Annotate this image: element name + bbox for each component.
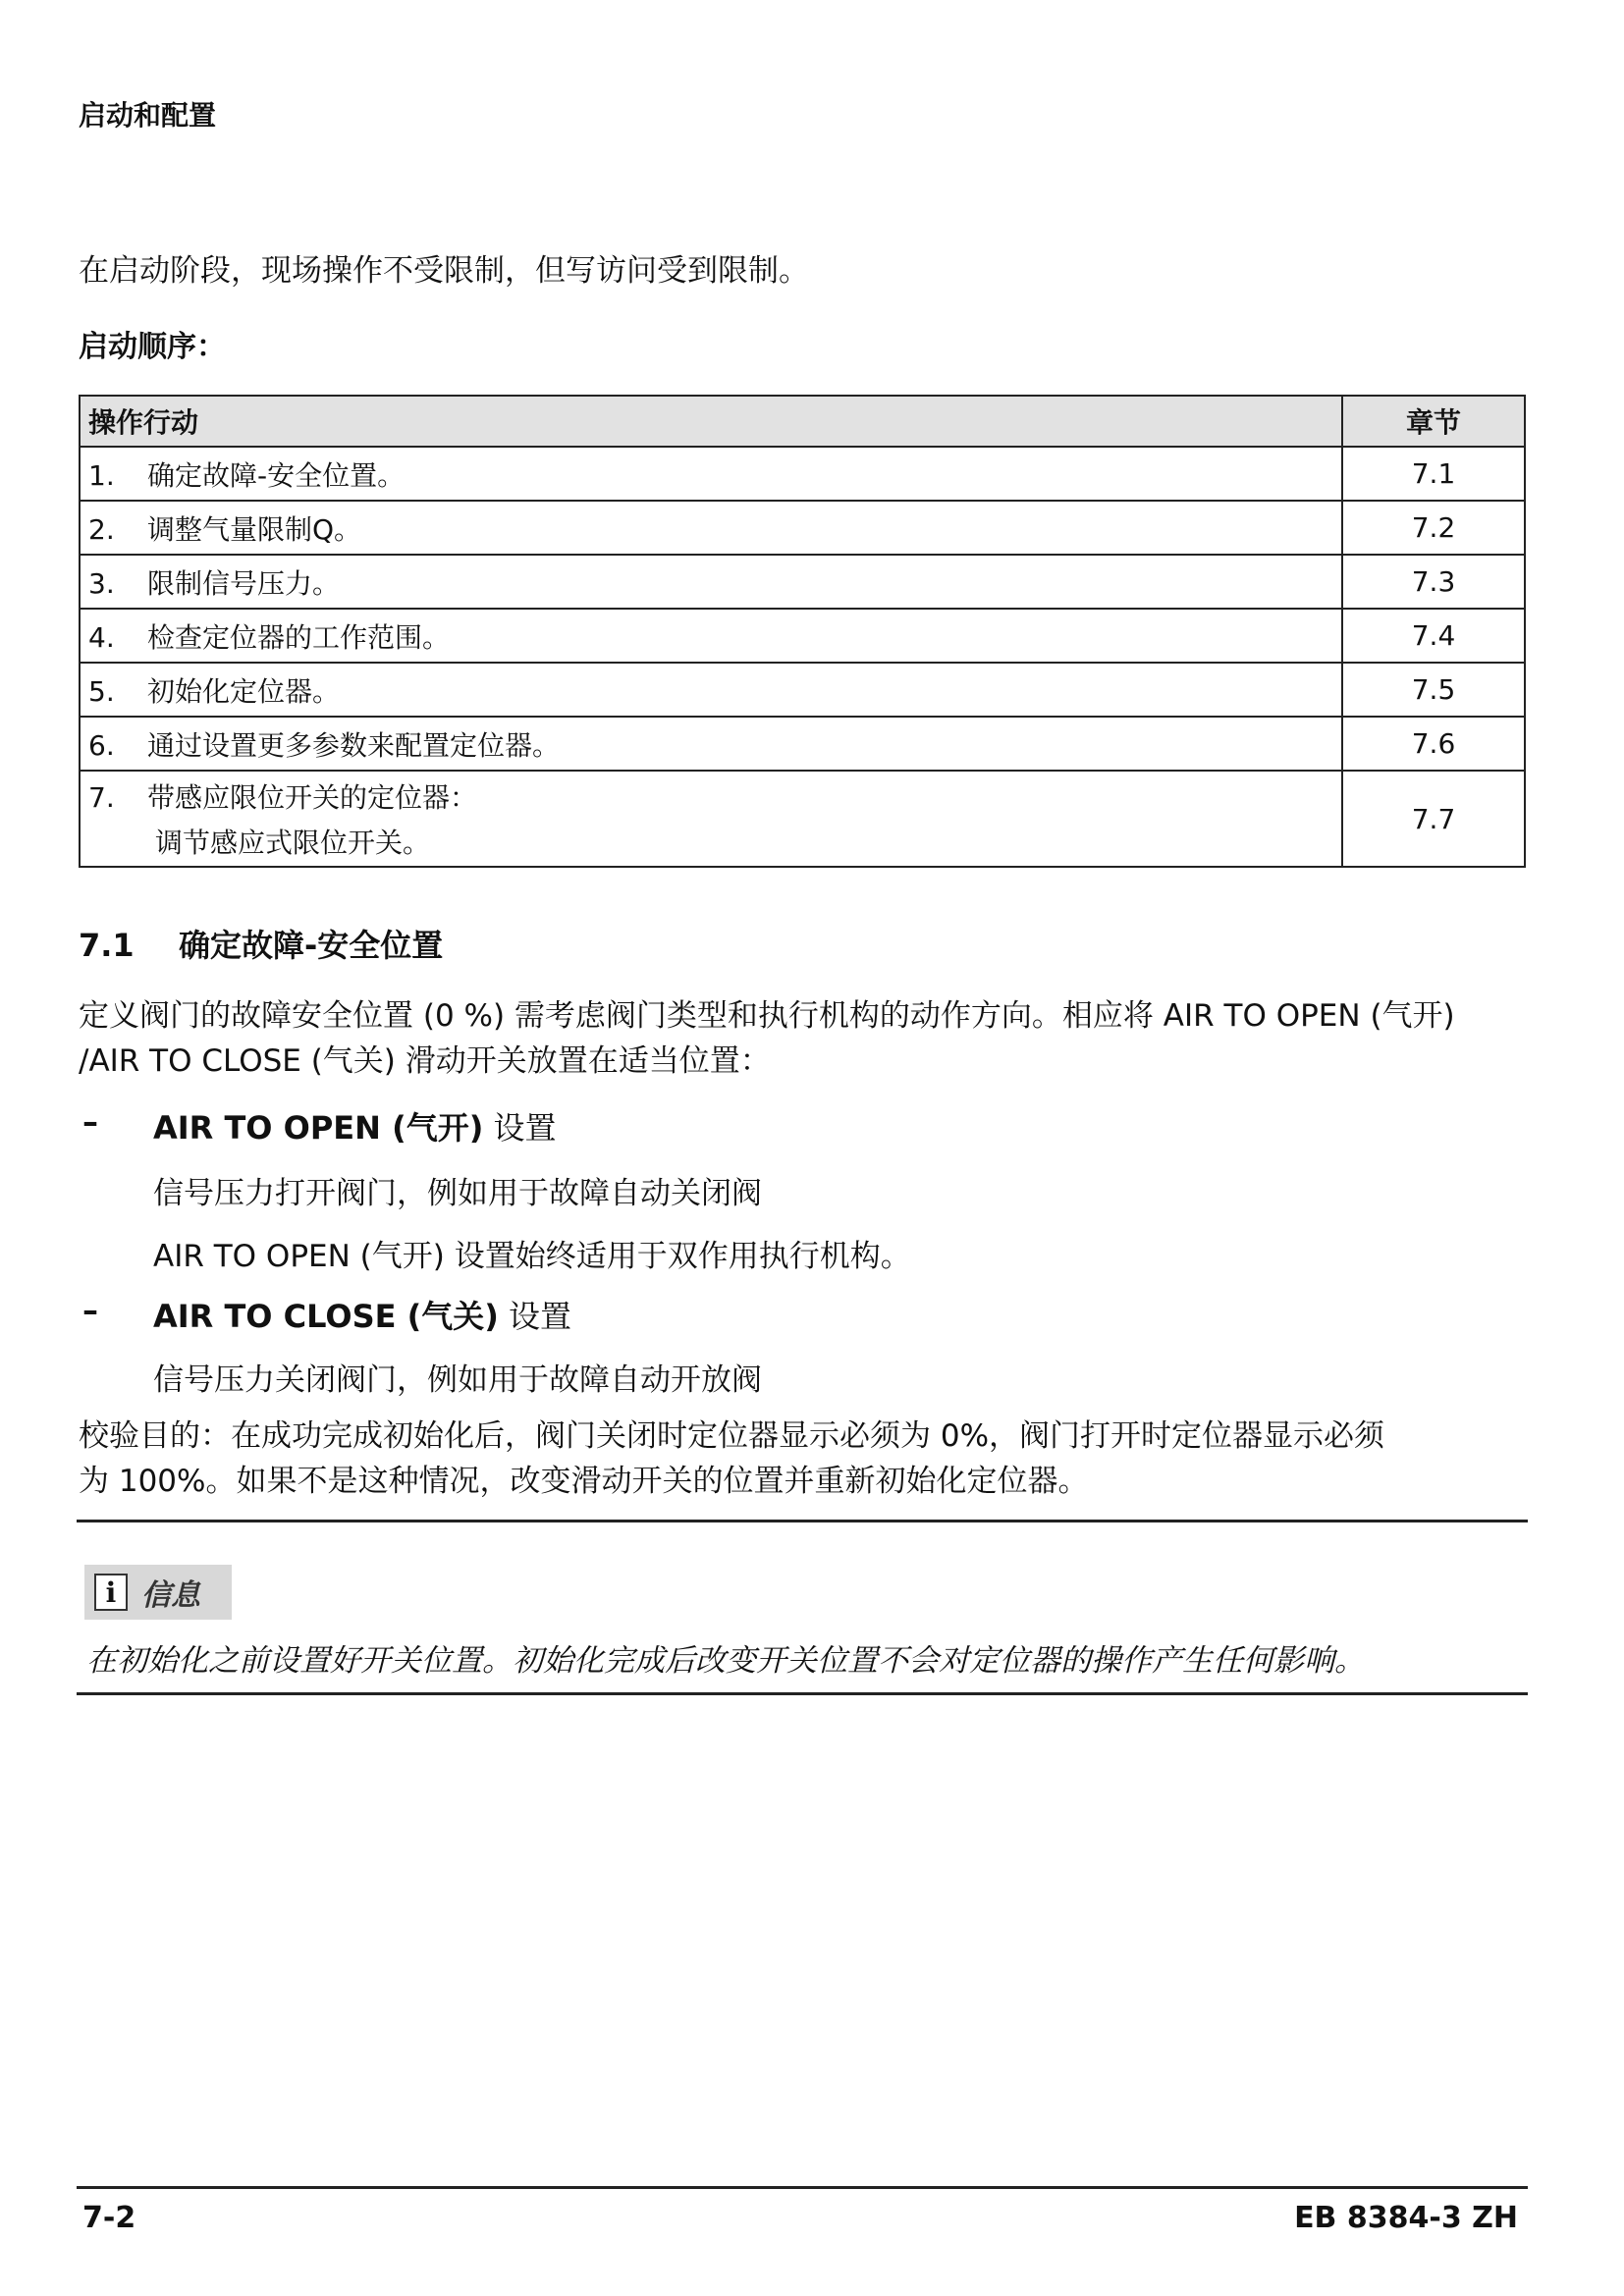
paragraph-line: 为 100%。如果不是这种情况，改变滑动开关的位置并重新初始化定位器。	[79, 1464, 1089, 1499]
step-text-line2: 调节感应式限位开关。	[155, 827, 431, 859]
step-text: 初始化定位器。	[147, 674, 341, 708]
bullet-heading	[153, 1103, 557, 1148]
column-header-action: 操作行动	[80, 396, 1342, 447]
bullet-dash: –	[82, 1292, 98, 1329]
section-paragraph	[79, 993, 1532, 1084]
section-heading	[79, 921, 443, 966]
info-icon: i	[94, 1574, 128, 1611]
action-cell	[80, 717, 1342, 771]
table-row	[80, 717, 1525, 771]
section-cell: 7.7	[1342, 771, 1525, 867]
step-number: 2.	[88, 512, 115, 546]
bullet-body: AIR TO OPEN (气开) 设置始终适用于双作用执行机构。	[153, 1239, 911, 1274]
startup-sequence-table	[79, 395, 1526, 868]
section-cell: 7.6	[1342, 717, 1525, 771]
section-cell: 7.1	[1342, 447, 1525, 501]
section-cell: 7.3	[1342, 555, 1525, 609]
action-cell	[80, 771, 1342, 867]
action-cell	[80, 501, 1342, 555]
page-number: 7-2	[82, 2201, 136, 2235]
info-badge	[84, 1565, 232, 1620]
info-bottom-rule	[77, 1692, 1528, 1695]
table-header-row	[80, 396, 1525, 447]
running-header: 启动和配置	[79, 99, 217, 132]
bullet-heading	[153, 1292, 571, 1337]
column-header-section: 章节	[1342, 396, 1525, 447]
paragraph-line: /AIR TO CLOSE (气关) 滑动开关放置在适当位置：	[79, 1043, 771, 1079]
bullet-body: 信号压力打开阀门，例如用于故障自动关闭阀	[153, 1176, 762, 1211]
step-number: 1.	[88, 458, 115, 492]
table-row	[80, 555, 1525, 609]
section-title: 确定故障-安全位置	[179, 927, 444, 964]
step-number: 3.	[88, 566, 115, 600]
sequence-title: 启动顺序：	[79, 330, 226, 364]
bullet-heading-rest: 设置	[498, 1298, 572, 1335]
table-row	[80, 447, 1525, 501]
document-code: EB 8384-3 ZH	[1294, 2201, 1518, 2235]
section-cell: 7.4	[1342, 609, 1525, 663]
section-cell: 7.2	[1342, 501, 1525, 555]
step-number: 4.	[88, 620, 115, 654]
step-text: 确定故障-安全位置。	[147, 458, 406, 492]
step-text: 检查定位器的工作范围。	[147, 620, 451, 654]
table-row	[80, 771, 1525, 867]
info-label: 信息	[141, 1578, 200, 1613]
bullet-heading-bold: AIR TO OPEN (气开)	[153, 1109, 484, 1147]
bullet-body: 信号压力关闭阀门，例如用于故障自动开放阀	[153, 1362, 762, 1398]
action-cell	[80, 609, 1342, 663]
paragraph-line: 校验目的：在成功完成初始化后，阀门关闭时定位器显示必须为 0%，阀门打开时定位器显示必须	[79, 1418, 1385, 1454]
action-cell	[80, 555, 1342, 609]
step-text: 调整气量限制Q。	[147, 512, 362, 546]
bullet-heading-bold: AIR TO CLOSE (气关)	[153, 1298, 499, 1335]
step-text: 带感应限位开关的定位器：	[147, 781, 478, 814]
info-top-rule	[77, 1520, 1528, 1522]
step-text: 限制信号压力。	[147, 566, 341, 600]
bullet-heading-rest: 设置	[483, 1109, 557, 1147]
info-text: 在初始化之前设置好开关位置。初始化完成后改变开关位置不会对定位器的操作产生任何影响。	[86, 1643, 1365, 1679]
paragraph-line: 定义阀门的故障安全位置 (0 %) 需考虑阀门类型和执行机构的动作方向。相应将 AIR TO OPEN (气开)	[79, 998, 1455, 1034]
action-cell	[80, 447, 1342, 501]
step-number: 7.	[88, 781, 115, 814]
check-paragraph	[79, 1414, 1532, 1504]
action-cell	[80, 663, 1342, 717]
footer-rule	[77, 2186, 1528, 2189]
table-row	[80, 501, 1525, 555]
section-cell: 7.5	[1342, 663, 1525, 717]
step-number: 6.	[88, 728, 115, 762]
table-row	[80, 609, 1525, 663]
section-number: 7.1	[79, 927, 135, 964]
intro-paragraph: 在启动阶段，现场操作不受限制，但写访问受到限制。	[79, 253, 809, 289]
step-text: 通过设置更多参数来配置定位器。	[147, 728, 561, 762]
step-number: 5.	[88, 674, 115, 708]
table-row	[80, 663, 1525, 717]
bullet-dash: –	[82, 1103, 98, 1141]
